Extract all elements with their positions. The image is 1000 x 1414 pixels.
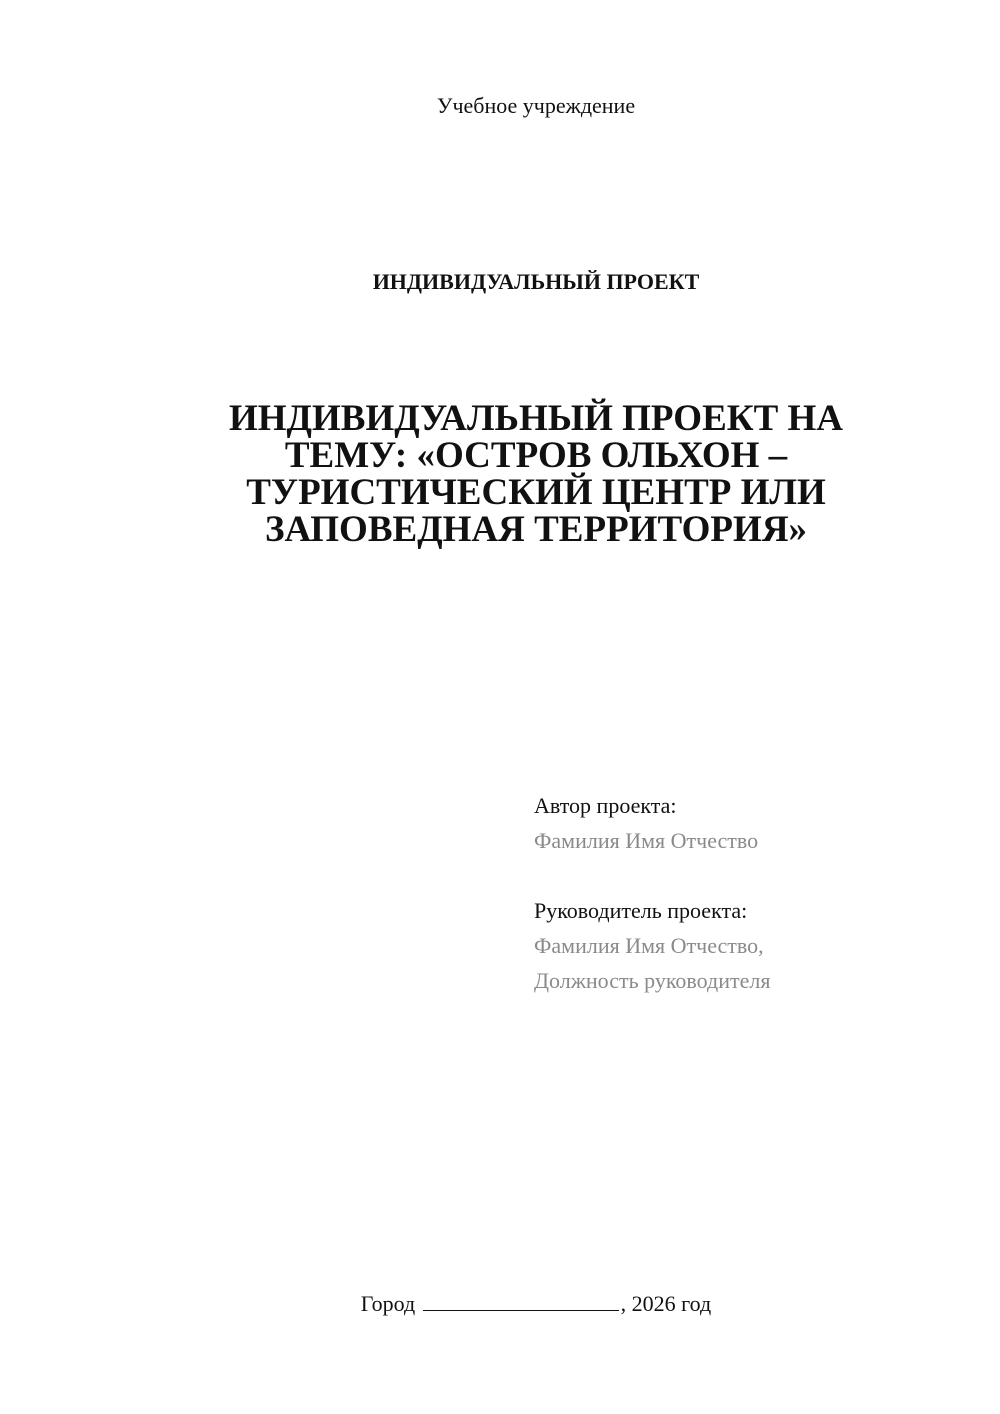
supervisor-block: [534, 893, 770, 998]
title-line: ТЕМУ: «ОСТРОВ ОЛЬХОН –: [284, 435, 788, 476]
city-label: Город: [360, 1291, 416, 1316]
title-line: ТУРИСТИЧЕСКИЙ ЦЕНТР ИЛИ: [246, 472, 826, 513]
footer-city-year: [0, 1290, 1000, 1318]
author-label: Автор проекта:: [534, 793, 677, 818]
year-text: , 2026 год: [620, 1291, 712, 1316]
document-type: ИНДИВИДУАЛЬНЫЙ ПРОЕКТ: [372, 269, 700, 294]
supervisor-label: Руководитель проекта:: [534, 898, 748, 923]
institution-name: Учебное учреждение: [436, 93, 636, 118]
supervisor-name-placeholder: Фамилия Имя Отчество,: [534, 933, 764, 958]
title-line: ИНДИВИДУАЛЬНЫЙ ПРОЕКТ НА: [228, 398, 844, 439]
supervisor-position-placeholder: Должность руководителя: [534, 968, 771, 993]
city-blank-line: [423, 1290, 619, 1311]
project-title: [200, 400, 872, 548]
author-name-placeholder: Фамилия Имя Отчество: [534, 828, 759, 853]
title-line: ЗАПОВЕДНАЯ ТЕРРИТОРИЯ»: [264, 509, 808, 550]
author-block: [534, 788, 758, 858]
